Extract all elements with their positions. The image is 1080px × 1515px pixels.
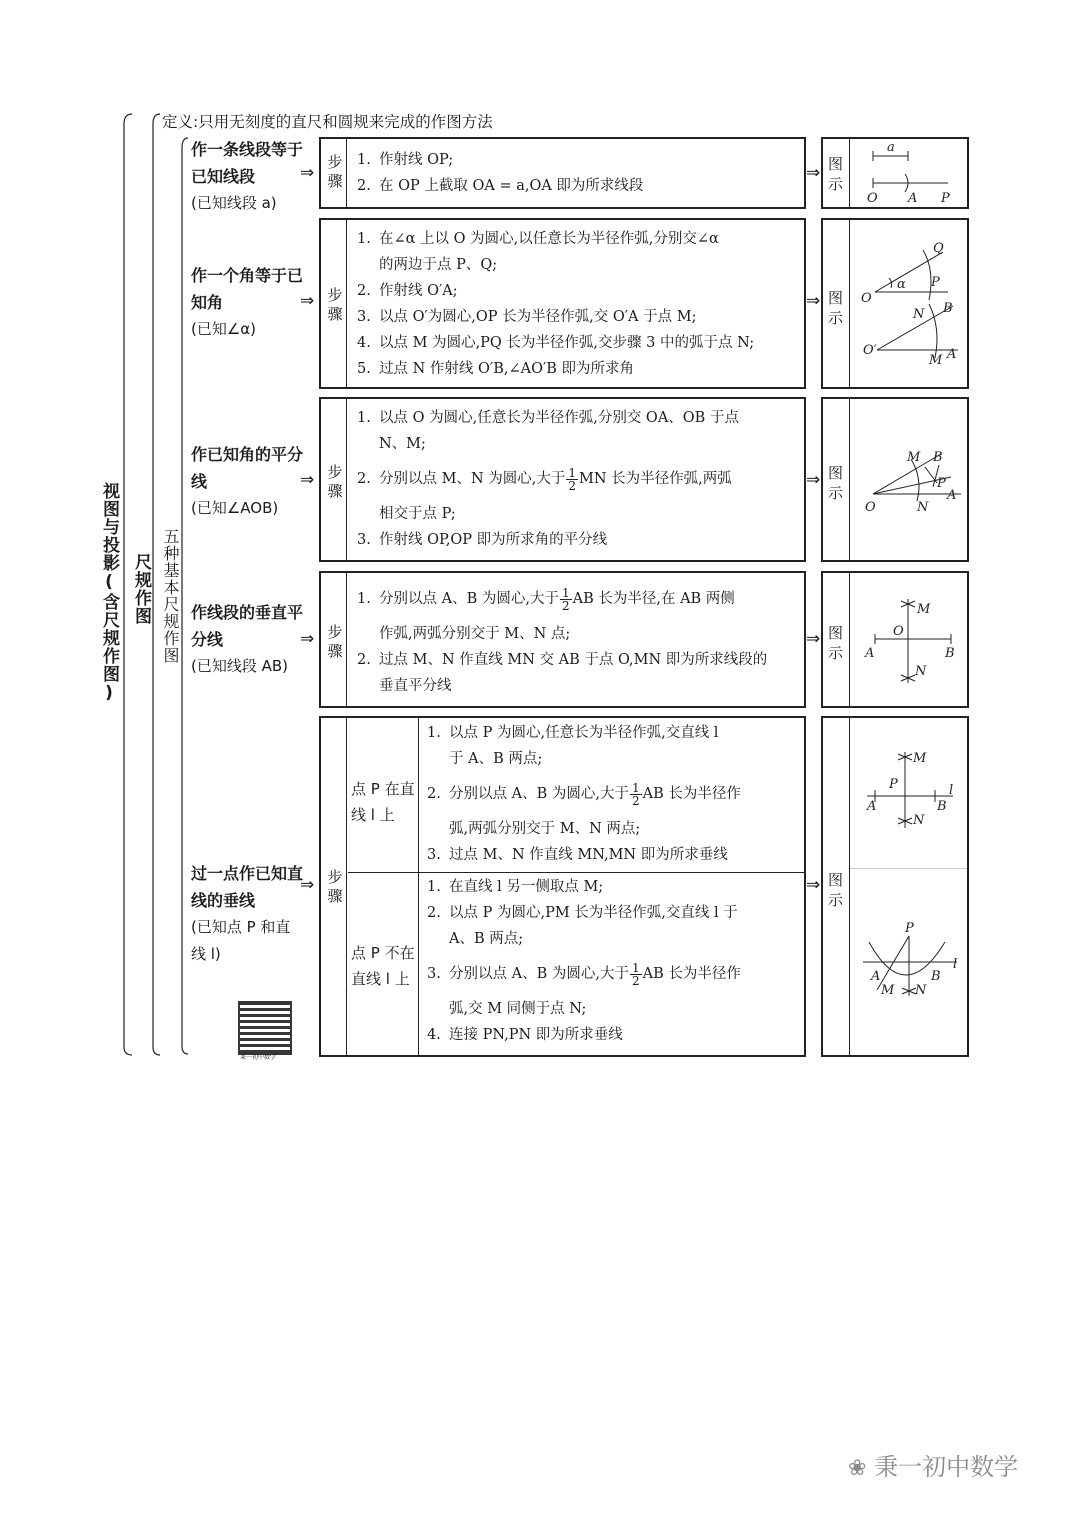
svg-text:A: A	[867, 799, 877, 814]
step-item: 1. 以点 P 为圆心,任意长为半径作弧,交直线 l	[427, 725, 719, 741]
section-given: (已知∠AOB)	[191, 499, 279, 517]
svg-text:A: A	[865, 646, 875, 661]
step-item: 3. 作射线 OP,OP 即为所求角的平分线	[357, 532, 608, 548]
svg-text:P: P	[889, 777, 898, 792]
perpendicular-through-point-figure	[853, 718, 968, 1055]
svg-text:M: M	[913, 751, 927, 766]
step-item: 1. 作射线 OP;	[357, 152, 454, 168]
svg-text:M: M	[881, 983, 895, 998]
arrow: ⇒	[300, 875, 315, 895]
step-item: 2. 分别以点 M、N 为圆心,大于 $\frac{1}{2}$ MN 长为半径作弧,两弧	[357, 465, 732, 493]
section-5-figure-box	[821, 716, 969, 1057]
svg-text:P: P	[905, 921, 914, 936]
arrow: ⇒	[300, 470, 315, 490]
section-3-figure-box	[821, 397, 969, 562]
definition-text: 定义:只用无刻度的直尺和圆规来完成的作图方法	[162, 113, 493, 131]
steps-label: 步骤	[327, 868, 343, 905]
qr-caption: 秉一初中数学	[240, 1054, 277, 1061]
arrow: ⇒	[806, 291, 821, 311]
svg-text:l: l	[949, 783, 954, 798]
step-item-cont: A、B 两点;	[449, 931, 524, 947]
fraction: $\frac{1}{2}$	[631, 960, 640, 988]
svg-text:O: O	[893, 624, 904, 639]
svg-text:A: A	[947, 347, 957, 362]
svg-text:B: B	[937, 799, 947, 814]
figure-label: 图示	[828, 464, 844, 502]
figure-label: 图示	[828, 871, 844, 909]
step-item: 4. 以点 M 为圆心,PQ 长为半径作弧,交步骤 3 中的弧于点 N;	[357, 335, 755, 351]
step-item-cont: 弧,交 M 同侧于点 N;	[449, 1001, 587, 1017]
figure-label: 图示	[828, 624, 844, 662]
svg-text:A: A	[947, 488, 957, 503]
step-item: 4. 连接 PN,PN 即为所求垂线	[427, 1027, 623, 1043]
qr-code	[238, 1001, 292, 1055]
arrow: ⇒	[806, 470, 821, 490]
svg-text:A: A	[871, 969, 881, 984]
svg-text:P: P	[937, 476, 946, 491]
svg-text:B: B	[945, 646, 955, 661]
svg-text:M: M	[929, 353, 943, 368]
case-1-label: 点 P 在直线 l 上	[351, 780, 415, 824]
svg-text:α: α	[897, 277, 906, 292]
svg-text:B: B	[943, 301, 953, 316]
step-item-cont: 垂直平分线	[379, 678, 452, 694]
sub-sub-title: 五种基本尺规作图	[161, 528, 180, 664]
svg-text:O: O	[867, 191, 878, 206]
fraction: $\frac{1}{2}$	[561, 585, 570, 613]
section-3-steps-box	[319, 397, 806, 562]
step-item-cont: N、M;	[379, 436, 426, 452]
arrow: ⇒	[300, 629, 315, 649]
svg-text:P: P	[941, 191, 950, 206]
step-item: 1. 在直线 l 另一侧取点 M;	[427, 879, 604, 895]
step-item: 2. 过点 M、N 作直线 MN 交 AB 于点 O,MN 即为所求线段的	[357, 652, 768, 668]
section-given: (已知∠α)	[191, 320, 257, 338]
section-title: 作一个角等于已知角	[191, 266, 304, 312]
steps-label: 步骤	[327, 623, 343, 660]
step-item-cont: 作弧,两弧分别交于 M、N 点;	[379, 626, 571, 642]
step-item-cont: 弧,两弧分别交于 M、N 两点;	[449, 821, 641, 837]
section-title: 作已知角的平分线	[191, 445, 304, 491]
step-item: 2. 以点 P 为圆心,PM 长为半径作弧,交直线 l 于	[427, 905, 738, 921]
step-item: 2. 分别以点 A、B 为圆心,大于 $\frac{1}{2}$ AB 长为半径作	[427, 780, 741, 808]
section-given: (已知点 P 和直线 l)	[191, 918, 291, 963]
perpendicular-bisector-figure	[853, 573, 968, 706]
section-title: 作线段的垂直平分线	[191, 603, 304, 649]
steps-label: 步骤	[327, 286, 343, 323]
section-title: 过一点作已知直线的垂线	[191, 864, 304, 910]
svg-text:B: B	[931, 969, 941, 984]
svg-text:B: B	[933, 450, 943, 465]
arrow: ⇒	[300, 163, 315, 183]
angle-figure	[853, 220, 968, 387]
step-item: 1. 分别以点 A、B 为圆心,大于 $\frac{1}{2}$ AB 长为半径,在 AB 两侧	[357, 585, 735, 613]
section-1-steps-box	[319, 137, 806, 209]
section-given: (已知线段 a)	[191, 194, 277, 212]
steps-label: 步骤	[327, 153, 343, 190]
case-2-label: 点 P 不在直线 l 上	[351, 944, 415, 988]
step-item: 3. 以点 O′为圆心,OP 长为半径作弧,交 O′A 于点 M;	[357, 309, 697, 325]
svg-text:l: l	[953, 957, 958, 972]
figure-label: 图示	[828, 155, 844, 193]
main-title: 视图与投影(含尺规作图)	[99, 482, 119, 704]
arrow: ⇒	[806, 629, 821, 649]
step-item-cont: 的两边于点 P、Q;	[379, 257, 498, 273]
svg-text:Q: Q	[933, 241, 944, 256]
section-given: (已知线段 AB)	[191, 657, 289, 675]
section-2-steps-box	[319, 218, 806, 389]
section-3-heading	[191, 441, 303, 522]
section-2-heading	[191, 262, 303, 343]
svg-text:N: N	[917, 500, 929, 515]
step-item-cont: 于 A、B 两点;	[449, 751, 543, 767]
section-4-steps-box	[319, 571, 806, 708]
svg-text:O′: O′	[863, 343, 877, 358]
section-4-figure-box	[821, 571, 969, 708]
arrow: ⇒	[806, 875, 821, 895]
step-item: 2. 作射线 O′A;	[357, 283, 458, 299]
sub-title: 尺规作图	[131, 553, 151, 625]
section-1-heading	[191, 136, 303, 217]
arrow: ⇒	[300, 291, 315, 311]
svg-text:P: P	[931, 275, 940, 290]
svg-text:A: A	[908, 191, 918, 206]
svg-text:O: O	[865, 500, 876, 515]
svg-text:O: O	[861, 291, 872, 306]
svg-text:N: N	[915, 664, 927, 679]
svg-text:M: M	[907, 450, 921, 465]
section-5-steps-box	[319, 716, 806, 1057]
svg-text:M: M	[917, 602, 931, 617]
step-item: 3. 分别以点 A、B 为圆心,大于 $\frac{1}{2}$ AB 长为半径作	[427, 960, 741, 988]
svg-text:N: N	[915, 983, 927, 998]
step-item-cont: 相交于点 P;	[379, 506, 456, 522]
step-item: 1. 以点 O 为圆心,任意长为半径作弧,分别交 OA、OB 于点	[357, 410, 739, 426]
section-title: 作一条线段等于已知线段	[191, 140, 304, 186]
svg-text:N: N	[913, 813, 925, 828]
step-item: 2. 在 OP 上截取 OA = a,OA 即为所求线段	[357, 178, 644, 194]
section-5-heading	[191, 860, 303, 968]
watermark: ❀ 秉一初中数学	[848, 1453, 1019, 1481]
section-4-heading	[191, 599, 303, 680]
fraction: $\frac{1}{2}$	[568, 465, 577, 493]
arrow: ⇒	[806, 163, 821, 183]
fraction: $\frac{1}{2}$	[631, 780, 640, 808]
svg-text:N: N	[913, 307, 925, 322]
figure-label: 图示	[828, 289, 844, 327]
wechat-icon: ❀	[848, 1456, 867, 1481]
section-1-figure-box	[821, 137, 969, 209]
bisector-figure	[853, 399, 968, 560]
step-item: 3. 过点 M、N 作直线 MN,MN 即为所求垂线	[427, 847, 728, 863]
step-item: 5. 过点 N 作射线 O′B,∠AO′B 即为所求角	[357, 361, 635, 377]
segment-figure	[853, 139, 968, 207]
svg-text:a: a	[887, 140, 895, 155]
step-item: 1. 在∠α 上以 O 为圆心,以任意长为半径作弧,分别交∠α	[357, 231, 719, 247]
steps-label: 步骤	[327, 463, 343, 500]
section-2-figure-box	[821, 218, 969, 389]
